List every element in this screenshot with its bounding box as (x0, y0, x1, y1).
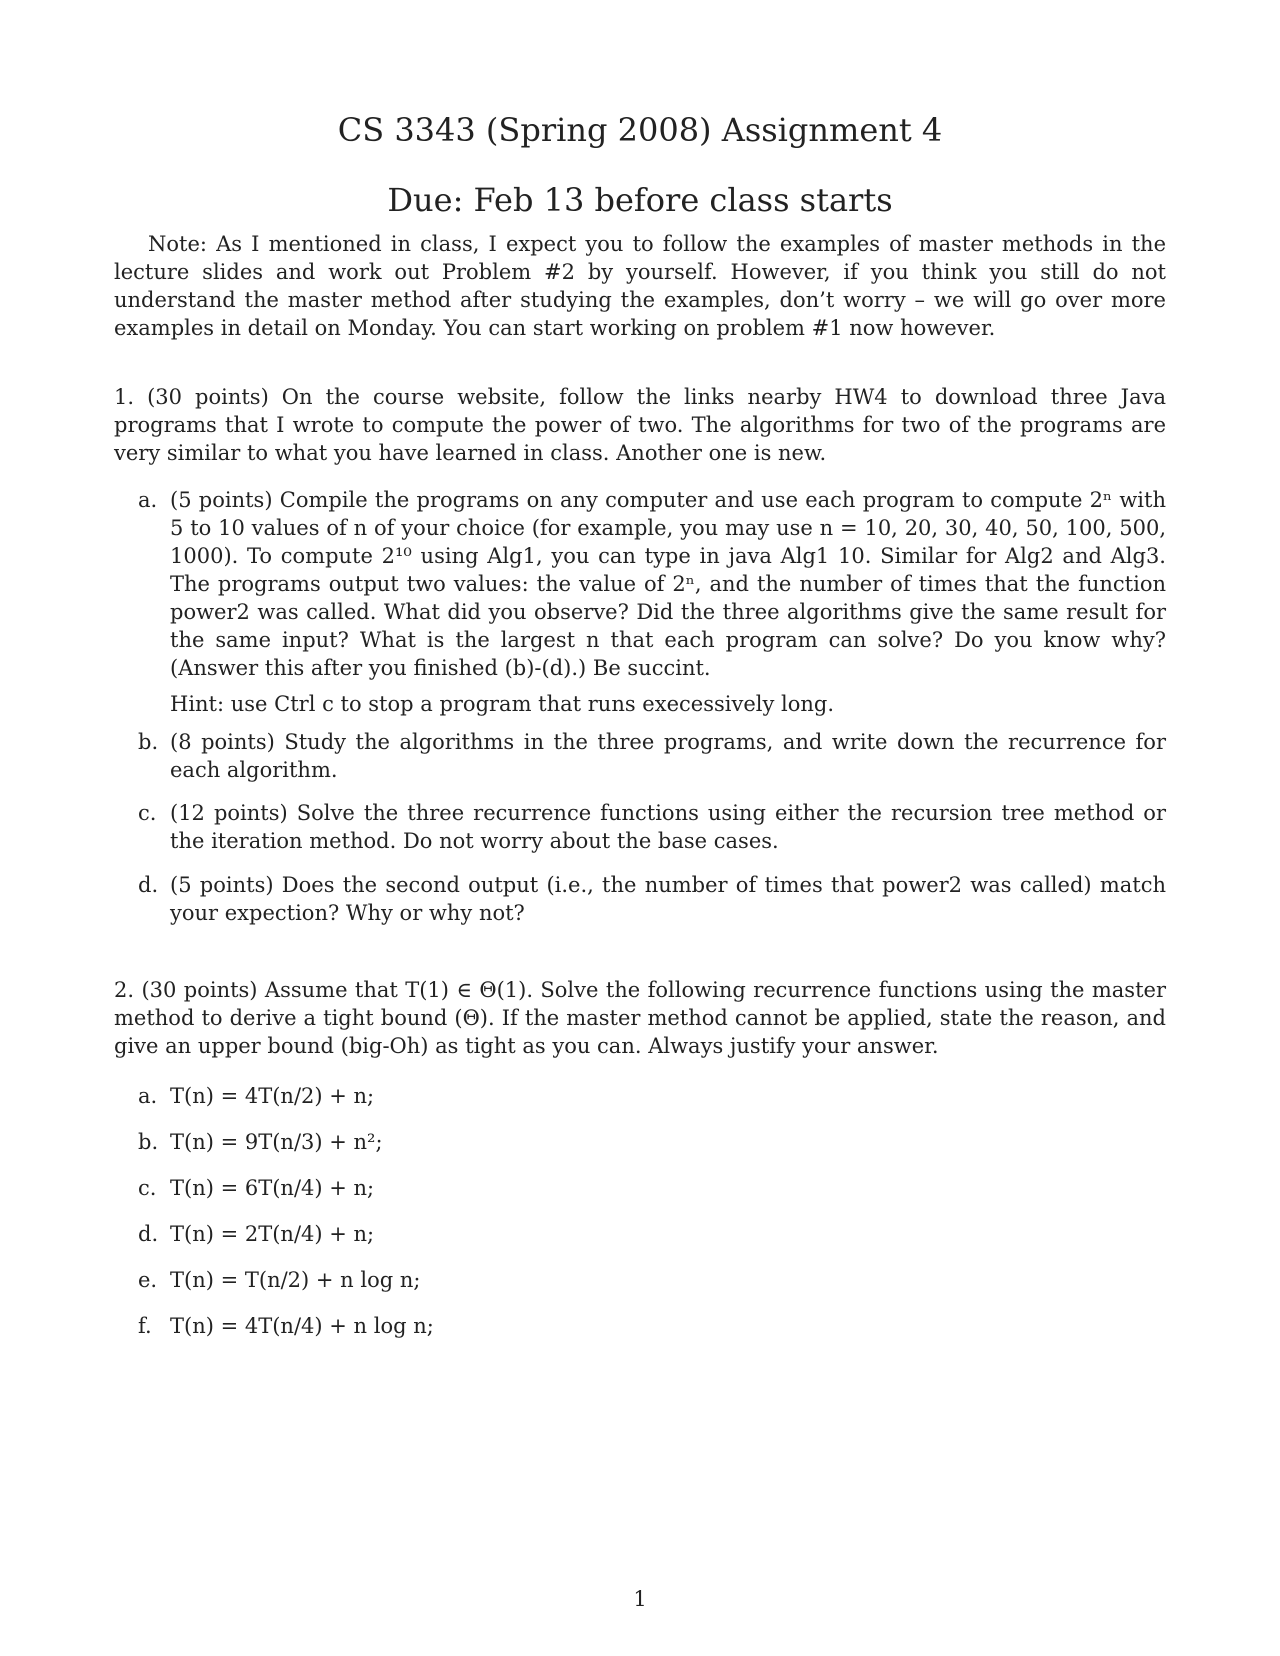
part-label: b. (138, 730, 159, 754)
problem-1-part-c (138, 799, 1166, 855)
note-paragraph (114, 230, 1166, 342)
equation-label: f. (138, 1314, 152, 1338)
equation-label: c. (138, 1176, 157, 1200)
part-label: d. (138, 873, 159, 897)
equation-label: b. (138, 1130, 159, 1154)
equation-expr: T(n) = 4T(n/2) + n; (170, 1084, 375, 1108)
problem-2-text: 2. (30 points) Assume that T(1) ∈ Θ(1). Solve the following recurrence functions using the master method to derive a tight bound (Θ). If the master method cannot be applied, state the reason, and give an upper bound (big-Oh) as tight as you can. Always justify your answer. (114, 978, 1166, 1058)
note-text: Note: As I mentioned in class, I expect you to follow the examples of master methods in the lecture slides and work out Problem #2 by yourself. However, if you think you still do not understand the master method after studying the examples, don’t worry – we will go over more examples in detail on Monday. You can start working on problem #1 now however. (114, 232, 1166, 340)
equation-e (138, 1266, 420, 1294)
equation-a (138, 1082, 374, 1110)
equation-label: a. (138, 1084, 158, 1108)
equation-expr: T(n) = 9T(n/3) + n²; (170, 1130, 383, 1154)
equation-expr: T(n) = 4T(n/4) + n log n; (170, 1314, 434, 1338)
equation-f (138, 1312, 434, 1340)
part-b-text: (8 points) Study the algorithms in the three programs, and write down the recurrence for each algorithm. (170, 730, 1166, 782)
part-c-text: (12 points) Solve the three recurrence functions using either the recursion tree method or the iteration method. Do not worry about the base cases. (170, 801, 1166, 853)
problem-1-text: 1. (30 points) On the course website, follow the links nearby HW4 to download three Java programs that I wrote to compute the power of two. The algorithms for two of the programs are very similar to what you have learned in class. Another one is new. (114, 385, 1166, 465)
part-d-text: (5 points) Does the second output (i.e., the number of times that power2 was called) match your expection? Why or why not? (170, 873, 1166, 925)
problem-2 (114, 976, 1166, 1060)
equation-c (138, 1174, 374, 1202)
page-number: 1 (633, 1587, 647, 1611)
part-label: c. (138, 801, 157, 825)
due-date: Due: Feb 13 before class starts (387, 181, 893, 219)
equation-expr: T(n) = 2T(n/4) + n; (170, 1222, 375, 1246)
equation-label: d. (138, 1222, 159, 1246)
part-a-hint: Hint: use Ctrl c to stop a program that runs execessively long. (170, 692, 835, 716)
document-title: CS 3343 (Spring 2008) Assignment 4 (337, 111, 943, 149)
problem-1-part-d (138, 871, 1166, 927)
equation-expr: T(n) = 6T(n/4) + n; (170, 1176, 375, 1200)
part-label: a. (138, 488, 158, 512)
equation-d (138, 1220, 374, 1248)
equation-b (138, 1128, 383, 1156)
part-a-text: (5 points) Compile the programs on any computer and use each program to compute 2ⁿ with 5 to 10 values of n of your choice (for example, you may use n = 10, 20, 30, 40, 50, 100, 500, 1000). To compute 2¹⁰ using Alg1, you can type in java Alg1 10. Similar for Alg2 and Alg3. The programs output two values: the value of 2ⁿ, and the number of times that the function power2 was called. What did you observe? Did the three algorithms give the same result for the same input? What is the largest n that each program can solve? Do you know why? (Answer this after you finished (b)-(d).) Be succint. (170, 488, 1166, 680)
equation-label: e. (138, 1268, 158, 1292)
problem-1 (114, 383, 1166, 467)
problem-1-part-b (138, 728, 1166, 784)
equation-expr: T(n) = T(n/2) + n log n; (170, 1268, 421, 1292)
problem-1-part-a (138, 486, 1166, 718)
